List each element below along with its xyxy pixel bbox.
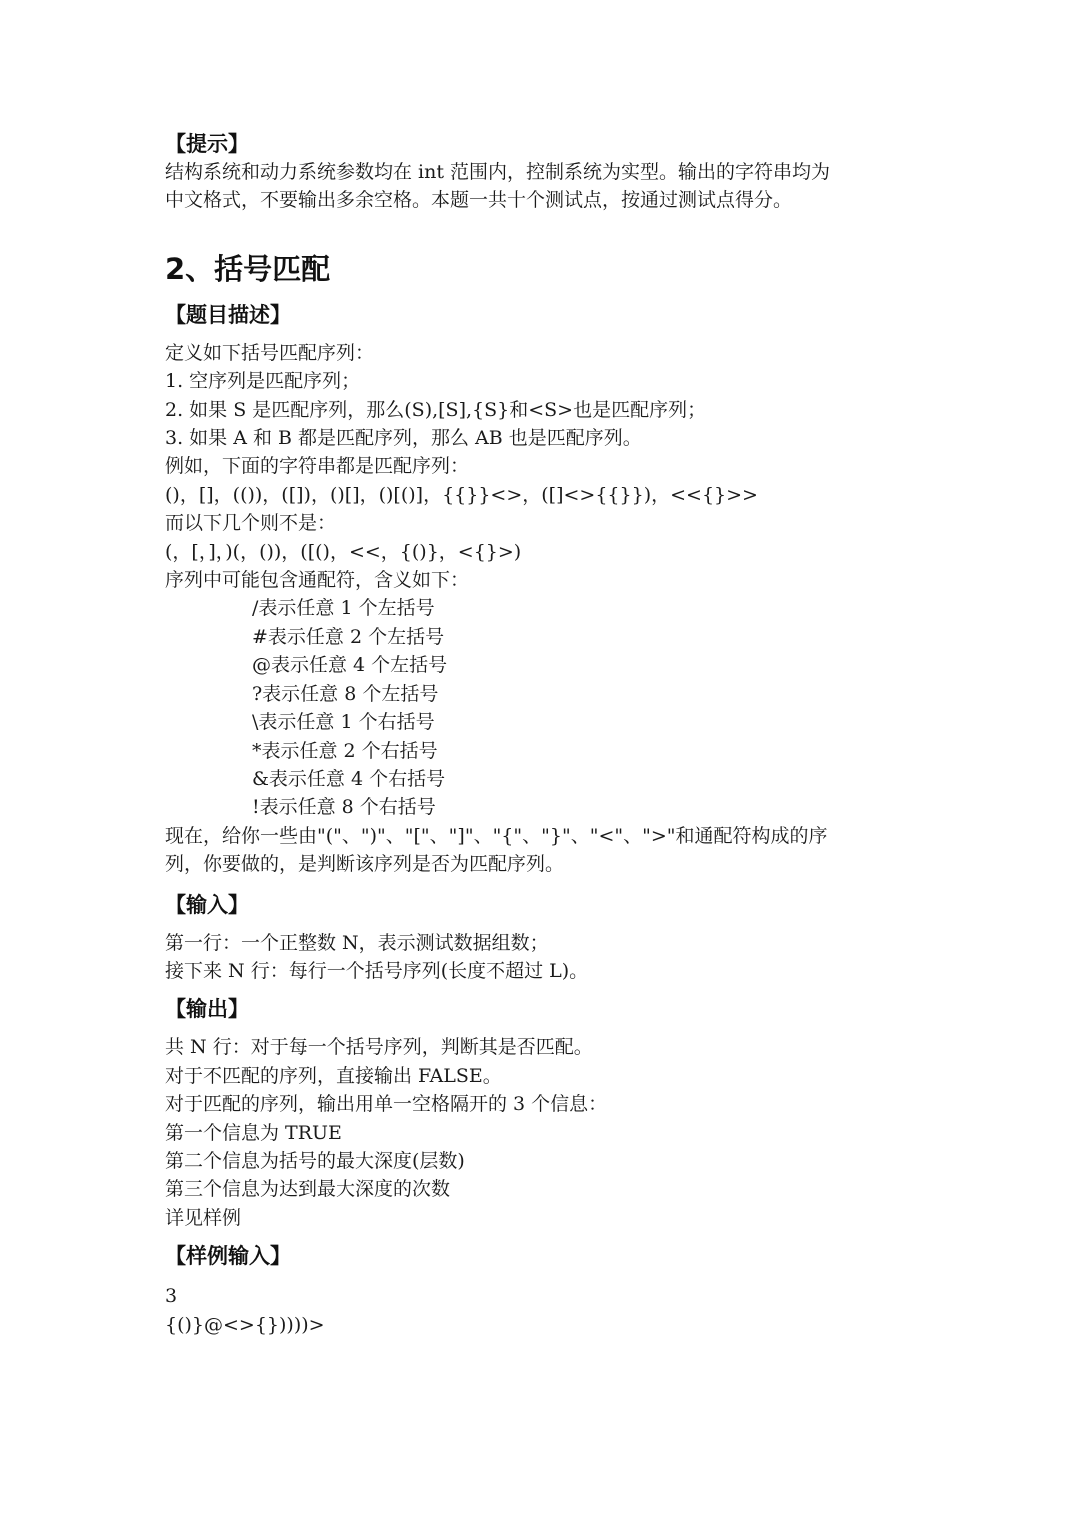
description-line: 2. 如果 S 是匹配序列，那么(S),[S],{S}和<S>也是匹配序列；: [165, 398, 707, 421]
input-line: 接下来 N 行：每行一个括号序列(长度不超过 L)。: [165, 959, 589, 982]
description-line: 1. 空序列是匹配序列；: [165, 370, 361, 393]
sample-input-line: 3: [165, 1285, 178, 1308]
wildcard-item: #表示任意 2 个左括号: [252, 625, 445, 648]
sample-input-line: {()}@<>{}))))>: [165, 1313, 325, 1336]
hint-heading: 【提示】: [165, 132, 249, 156]
input-line: 第一行：一个正整数 N，表示测试数据组数；: [165, 931, 549, 954]
wildcard-item: !表示任意 8 个右括号: [252, 796, 436, 819]
description-line: 例如，下面的字符串都是匹配序列：: [165, 455, 470, 478]
hint-line-2: 中文格式，不要输出多余空格。本题一共十个测试点，按通过测试点得分。: [165, 189, 793, 212]
output-line: 第二个信息为括号的最大深度(层数): [165, 1149, 465, 1172]
wildcard-item: &表示任意 4 个右括号: [252, 767, 446, 790]
description-line: 而以下几个则不是：: [165, 512, 337, 535]
sample-input-heading: 【样例输入】: [165, 1244, 291, 1269]
hint-line-1: 结构系统和动力系统参数均在 int 范围内，控制系统为实型。输出的字符串均为: [165, 161, 831, 183]
output-line: 对于匹配的序列，输出用单一空格隔开的 3 个信息：: [165, 1093, 608, 1116]
valid-examples: ()，[]，(())，([])，()[]，()[()]，{{}}<>，([]<>{{}})，<<{}>>: [165, 483, 758, 506]
wildcard-item: /表示任意 1 个左括号: [252, 597, 435, 620]
wildcard-item: *表示任意 2 个右括号: [252, 739, 438, 762]
problem-title: 2、括号匹配: [165, 251, 331, 286]
output-line: 详见样例: [165, 1206, 242, 1229]
output-heading: 【输出】: [165, 997, 249, 1022]
wildcard-item: ?表示任意 8 个左括号: [252, 682, 439, 705]
output-line: 第一个信息为 TRUE: [165, 1121, 342, 1144]
description-line: 序列中可能包含通配符，含义如下：: [165, 569, 470, 592]
output-line: 共 N 行：对于每一个括号序列，判断其是否匹配。: [165, 1036, 593, 1059]
description-closing-line: 现在，给你一些由"("、")"、"["、"]"、"{"、"}"、"<"、">"和通配符构成的序: [165, 824, 828, 847]
description-heading: 【题目描述】: [165, 302, 291, 327]
output-line: 第三个信息为达到最大深度的次数: [165, 1178, 451, 1201]
output-line: 对于不匹配的序列，直接输出 FALSE。: [165, 1064, 502, 1087]
wildcard-item: \表示任意 1 个右括号: [252, 711, 435, 734]
invalid-examples: (，[，]，)(，())，([()，<<，{()}，<{}>): [165, 540, 522, 563]
description-line: 3. 如果 A 和 B 都是匹配序列，那么 AB 也是匹配序列。: [165, 427, 642, 450]
description-line: 定义如下括号匹配序列：: [165, 341, 375, 364]
description-closing-line: 列，你要做的，是判断该序列是否为匹配序列。: [165, 853, 565, 876]
input-heading: 【输入】: [165, 892, 249, 917]
document-page: [165, 130, 925, 1339]
wildcard-item: @表示任意 4 个左括号: [252, 654, 448, 677]
